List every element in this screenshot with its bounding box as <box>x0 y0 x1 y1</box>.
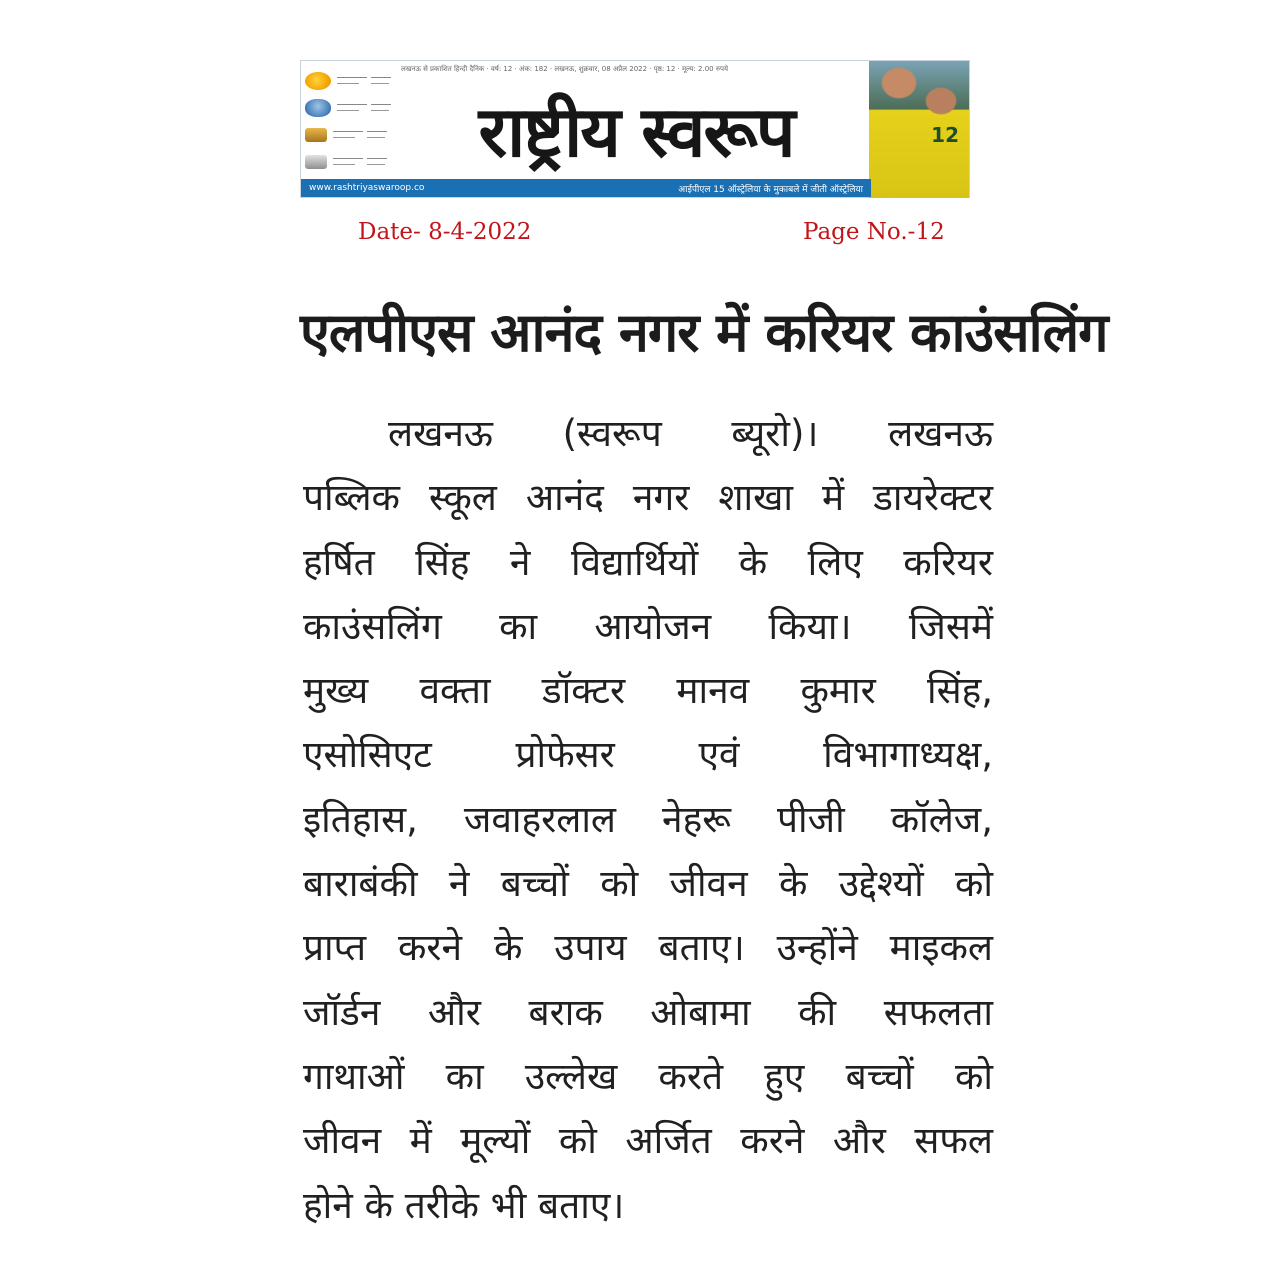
article-line: मुख्य वक्ता डॉक्टर मानव कुमार सिंह, <box>303 669 993 713</box>
rate-row-silver <box>305 148 393 175</box>
weather-row-sun <box>305 67 393 94</box>
sun-icon <box>305 72 331 90</box>
masthead-bottom-bar <box>301 179 871 197</box>
article-body <box>303 402 993 1262</box>
photo-jersey-number: 12 <box>931 123 959 147</box>
article-line: होने के तरीके भी बताए। <box>303 1183 625 1227</box>
gold-icon <box>305 128 327 142</box>
article-line: लखनऊ (स्वरूप ब्यूरो)। लखनऊ <box>388 412 993 455</box>
article-line: एसोसिएट प्रोफेसर एवं विभागाध्यक्ष, <box>303 733 993 777</box>
website-link: www.rashtriyaswaroop.co <box>309 183 425 193</box>
publication-date: Date- 8-4-2022 <box>358 219 532 245</box>
rain-icon <box>305 99 331 117</box>
article-line: पब्लिक स्कूल आनंद नगर शाखा में डायरेक्टर <box>303 476 993 520</box>
article-line: जॉर्डन और बराक ओबामा की सफलता <box>303 990 993 1034</box>
article-line: प्राप्त करने के उपाय बताए। उन्होंने माइकल <box>303 926 993 970</box>
article-line: गाथाओं का उल्लेख करते हुए बच्चों को <box>303 1054 993 1098</box>
weather-row-rain <box>305 94 393 121</box>
masthead-top-line: लखनऊ से प्रकाशित हिन्दी दैनिक · वर्ष: 12 · अंक: 182 · लखनऊ, शुक्रवार, 08 अप्रैल 2022 · पृष्ठ: 12 · मूल्य: 2.00 रुपये <box>401 65 729 73</box>
page-number: Page No.-12 <box>803 219 945 245</box>
article-line: इतिहास, जवाहरलाल नेहरू पीजी कॉलेज, <box>303 797 993 841</box>
newspaper-masthead <box>300 60 970 198</box>
article-line: काउंसलिंग का आयोजन किया। जिसमें <box>303 604 993 648</box>
article-line: बाराबंकी ने बच्चों को जीवन के उद्देश्यों को <box>303 862 993 906</box>
newspaper-title: राष्ट्रीय स्वरूप <box>478 91 794 173</box>
rate-row-gold <box>305 121 393 148</box>
article-line: हर्षित सिंह ने विद्यार्थियों के लिए करियर <box>303 540 993 584</box>
article-line: जीवन में मूल्यों को अर्जित करने और सफल <box>303 1119 993 1163</box>
weather-panel <box>305 67 393 185</box>
masthead-tagline: आईपीएल 15 ऑस्ट्रेलिया के मुकाबले में जीती ऑस्ट्रेलिया <box>678 184 863 195</box>
masthead-photo <box>869 61 969 198</box>
article-headline: एलपीएस आनंद नगर में करियर काउंसलिंग <box>300 301 1108 364</box>
silver-icon <box>305 155 327 169</box>
